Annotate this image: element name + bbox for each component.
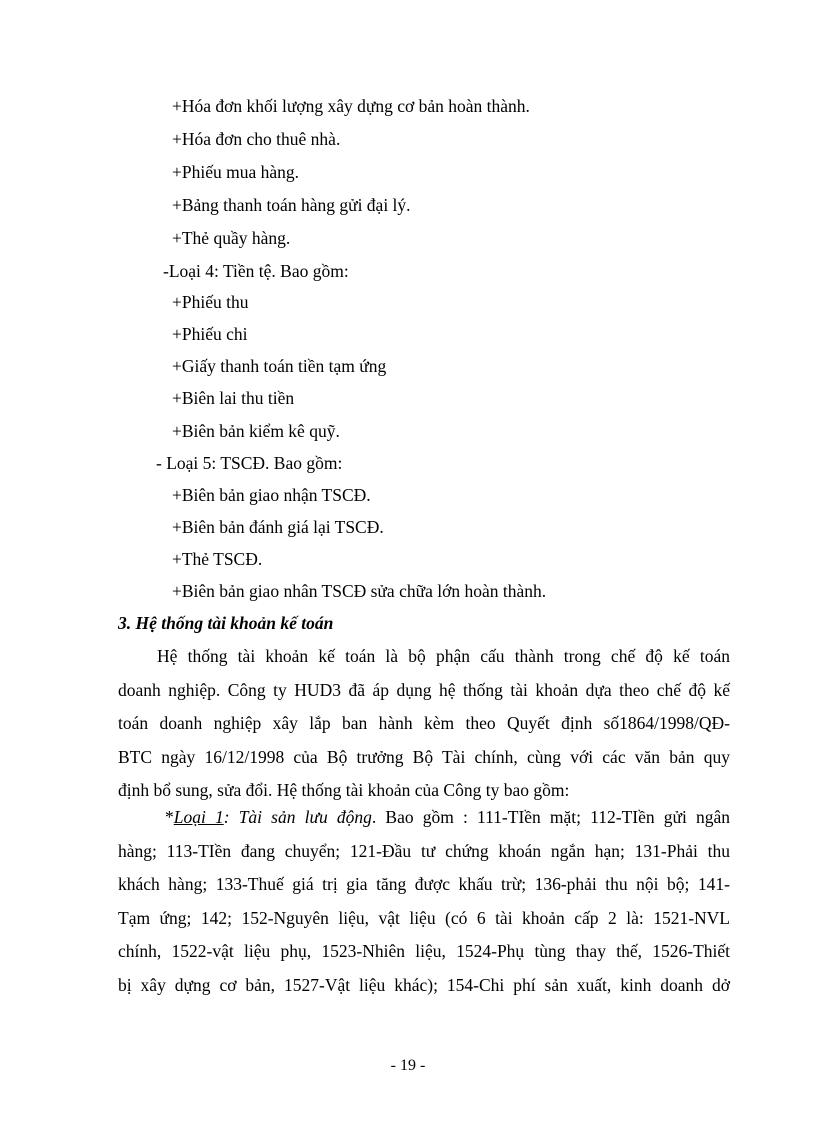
category-title-loai5: - Loại 5: TSCĐ. Bao gồm: (156, 453, 343, 473)
list-item: +Thẻ quầy hàng. (172, 228, 291, 248)
paragraph (118, 801, 730, 1003)
page-number: - 19 - (390, 1057, 426, 1074)
paragraph-line: Tạm ứng; 142; 152-Nguyên liệu, vật liệu (có 6 tài khoản cấp 2 là: 1521-NVL (118, 907, 730, 928)
star-marker: * (165, 807, 174, 827)
list-item: +Thẻ TSCĐ. (172, 549, 263, 569)
paragraph-line: toán doanh nghiệp xây lắp ban hành kèm theo Quyết định số1864/1998/QĐ- (118, 713, 730, 734)
list-item: +Hóa đơn khối lượng xây dựng cơ bản hoàn thành. (172, 96, 530, 116)
list-item: +Phiếu mua hàng. (172, 162, 300, 182)
paragraph-line: Hệ thống tài khoản kế toán là bộ phận cấu thành trong chế độ kế toán (157, 646, 730, 666)
paragraph-line: khách hàng; 133-Thuế giá trị gia tăng được khấu trừ; 136-phải thu nội bộ; 141- (118, 874, 730, 895)
section-heading: 3. Hệ thống tài khoản kế toán (118, 613, 334, 633)
paragraph-line: định bổ sung, sửa đổi. Hệ thống tài khoản của Công ty bao gồm: (118, 780, 570, 801)
paragraph-line: BTC ngày 16/12/1998 của Bộ trưởng Bộ Tài chính, cùng với các văn bản quy (118, 746, 730, 767)
paragraph-text: . Bao gồm : 111-TIền mặt; 112-TIền gửi ngân (371, 807, 730, 827)
list-item: +Hóa đơn cho thuê nhà. (172, 129, 341, 149)
list-item: +Giấy thanh toán tiền tạm ứng (172, 356, 387, 376)
category-title-loai4: -Loại 4: Tiền tệ. Bao gồm: (163, 261, 349, 281)
list-item: +Bảng thanh toán hàng gửi đại lý. (172, 195, 411, 215)
list-item: +Phiếu chi (172, 324, 248, 344)
category-label: Loại 1 (173, 807, 224, 827)
list-item: +Biên lai thu tiền (172, 388, 295, 408)
paragraph-line: bị xây dựng cơ bản, 1527-Vật liệu khác); 154-Chi phí sản xuất, kinh doanh dở (118, 974, 730, 995)
paragraph-line: chính, 1522-vật liệu phụ, 1523-Nhiên liệu, 1524-Phụ tùng thay thế, 1526-Thiết (118, 941, 730, 962)
paragraph-line: doanh nghiệp. Công ty HUD3 đã áp dụng hệ thống tài khoản dựa theo chế độ kế (118, 679, 730, 700)
paragraph-line: hàng; 113-TIền đang chuyển; 121-Đầu tư chứng khoán ngắn hạn; 131-Phải thu (118, 840, 730, 861)
category-label-rest: : Tài sản lưu động (223, 807, 372, 827)
list-item: +Phiếu thu (172, 292, 249, 312)
paragraph (118, 640, 730, 808)
list-item: +Biên bản đánh giá lại TSCĐ. (172, 517, 384, 537)
list-item: +Biên bản giao nhận TSCĐ. (172, 485, 371, 505)
list-item: +Biên bản kiểm kê quỹ. (172, 421, 340, 441)
paragraph-line (118, 801, 730, 835)
list-item: +Biên bản giao nhân TSCĐ sửa chữa lớn hoàn thành. (172, 581, 547, 601)
